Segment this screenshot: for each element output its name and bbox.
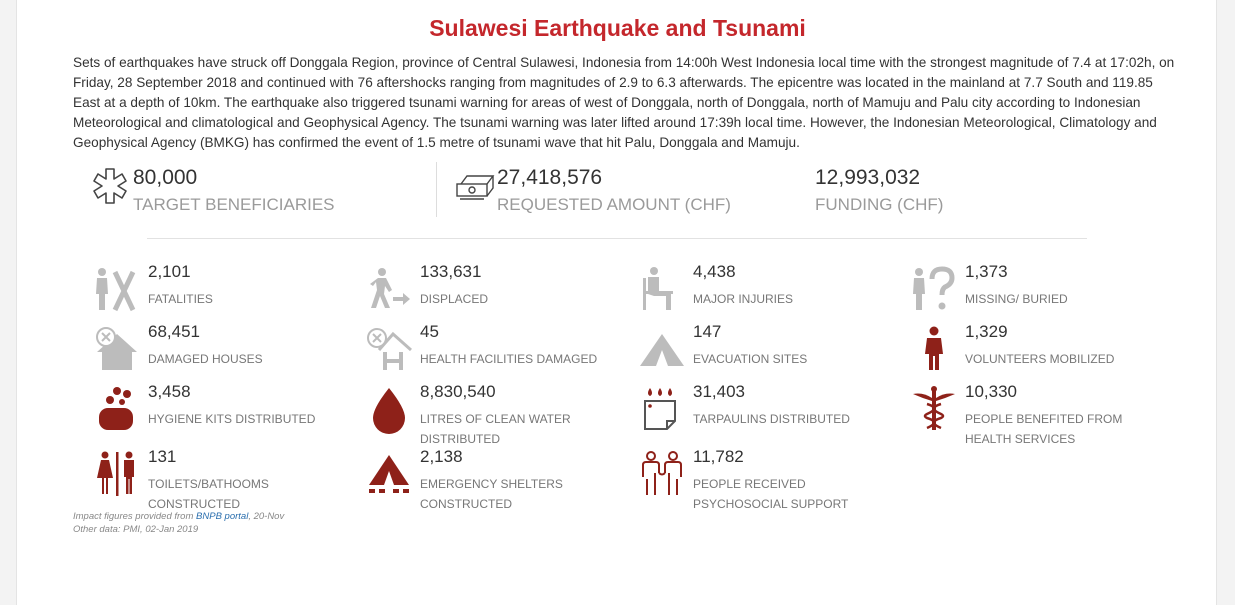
stat-label: FATALITIES [148,292,213,306]
stat-hygiene-kits [93,384,353,440]
stat-label: VOLUNTEERS MOBILIZED [965,352,1115,366]
bnpb-portal-link[interactable]: BNPB portal [196,511,249,522]
stat-label: MAJOR INJURIES [693,292,794,306]
stat-damaged-houses [93,324,353,380]
stat-label: PEOPLE BENEFITED FROM HEALTH SERVICES [965,412,1123,446]
stat-health-facilities [365,324,625,380]
stat-missing [910,264,1170,320]
psychosocial-icon [638,449,686,499]
stat-label: EVACUATION SITES [693,352,808,366]
page-title: Sulawesi Earthquake and Tsunami [429,15,806,41]
toilet-icon [93,449,141,499]
stat-value: 1,329 [965,322,1008,341]
footnote-date: , 20-Nov [248,511,285,522]
stat-shelters [365,447,625,511]
shelter-icon [365,449,413,499]
divider [436,162,437,217]
stat-value: 10,330 [965,382,1017,401]
stat-tarpaulins [638,384,898,440]
stat-value: 133,631 [420,262,482,281]
stat-psychosocial [638,447,898,511]
stat-label: HEALTH FACILITIES DAMAGED [420,352,598,366]
fatality-icon [93,264,141,314]
medical-star-icon [91,167,129,205]
injured-icon [638,264,686,314]
stat-health-services [910,382,1170,446]
caduceus-icon [910,384,958,434]
stat-clean-water [365,382,625,446]
stat-value: 3,458 [148,382,191,401]
stat-value: 45 [420,322,439,341]
stat-value: 80,000 [133,166,198,189]
footnote-text: Impact figures provided from [73,511,197,522]
footnote [73,510,284,536]
stat-value: 2,138 [420,447,463,466]
displaced-icon [365,264,413,314]
stat-value: 68,451 [148,322,200,341]
money-stack-icon [455,172,495,200]
stat-value: 1,373 [965,262,1008,281]
missing-icon [910,264,958,314]
stat-value: 31,403 [693,382,745,401]
stat-label: EMERGENCY SHELTERS CONSTRUCTED [420,477,563,511]
stat-value: 147 [693,322,722,341]
top-stat-funding [815,164,1075,220]
top-stat-target [91,164,391,220]
stat-injuries [638,264,898,320]
stat-label: LITRES OF CLEAN WATER DISTRIBUTED [420,412,571,446]
stat-toilets [93,447,353,511]
damaged-hospital-icon [365,324,413,374]
stat-label: TARGET BENEFICIARIES [133,195,335,214]
stat-label: DISPLACED [420,292,489,306]
hygiene-kit-icon [93,384,141,434]
volunteer-icon [910,324,958,374]
stat-value: 11,782 [693,447,744,466]
top-stat-requested [455,164,755,220]
stat-label: MISSING/ BURIED [965,292,1068,306]
stat-evacuation-sites [638,324,898,380]
damaged-house-icon [93,324,141,374]
stat-value: 12,993,032 [815,166,921,189]
stat-label: HYGIENE KITS DISTRIBUTED [148,412,316,426]
stat-displaced [365,264,625,320]
tent-icon [638,324,686,374]
stat-label: TOILETS/BATHOOMS CONSTRUCTED [148,477,269,511]
stat-fatalities [93,264,353,320]
tarpaulin-icon [638,384,686,434]
stat-label: DAMAGED HOUSES [148,352,263,366]
stat-value: 131 [148,447,177,466]
footnote-other-data: Other data: PMI, 02-Jan 2019 [73,524,199,535]
stat-label: PEOPLE RECEIVED PSYCHOSOCIAL SUPPORT [693,477,849,511]
stat-value: 8,830,540 [420,382,496,401]
stat-volunteers [910,324,1170,380]
intro-paragraph: Sets of earthquakes have struck off Donggala Region, province of Central Sulawesi, Indonesia from 14:00h West Indonesia local time with the strongest magnitude of 7.4 at 17:02h, on Friday, 28 September 2018 and continued with 76 aftershocks ranging from magnitudes of 2.9 to 6.3 afterwards. The epicentre was located in the mainland at 7.7 South and 119.85 East at a depth of 10km. The earthquake also triggered tsunami warning for areas of west of Donggala, north of Donggala, north of Mamuju and Palu city according to Indonesian Meteorological and climatological and Geophysical Agency. The tsunami warning was later lifted around 17:39h local time. However, the Indonesian Meteorological, Climatology and Geophysical Agency (BMKG) has confirmed the event of 1.5 metre of tsunami wave that hit Palu, Donggala and Mamuju. [73,55,1175,150]
stat-label: REQUESTED AMOUNT (CHF) [497,195,731,214]
water-drop-icon [365,384,413,434]
stat-label: FUNDING (CHF) [815,195,944,214]
stat-value: 2,101 [148,262,191,281]
stat-value: 27,418,576 [497,166,603,189]
stat-value: 4,438 [693,262,736,281]
stat-label: TARPAULINS DISTRIBUTED [693,412,850,426]
dashboard-card [16,0,1217,605]
section-divider [147,238,1087,239]
